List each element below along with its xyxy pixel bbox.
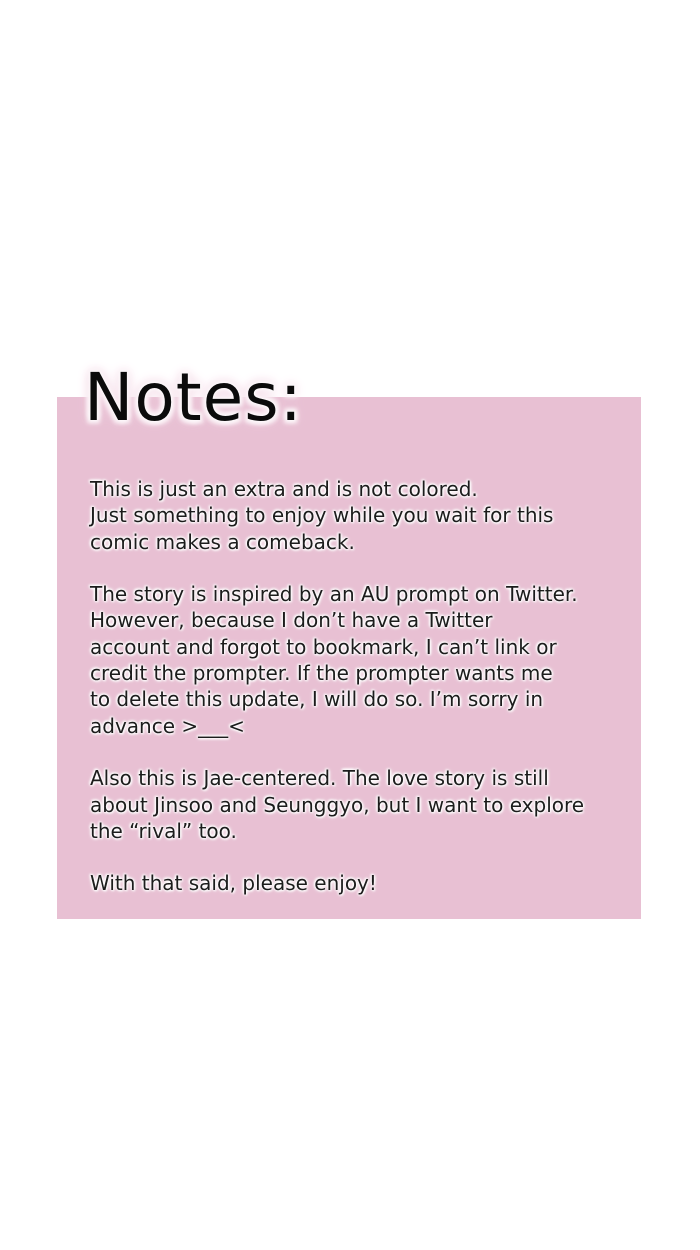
paragraph-spacer bbox=[90, 844, 630, 870]
notes-paragraph-4 bbox=[90, 870, 630, 896]
notes-line: However, because I don’t have a Twitter bbox=[90, 608, 493, 633]
notes-paragraph-1 bbox=[90, 476, 630, 555]
notes-line: credit the prompter. If the prompter wants me bbox=[90, 661, 553, 686]
notes-line: This is just an extra and is not colored. bbox=[90, 477, 478, 501]
notes-line: the “rival” too. bbox=[90, 818, 237, 843]
notes-line: account and forgot to bookmark, I can’t link or bbox=[90, 634, 557, 659]
paragraph-spacer bbox=[90, 739, 630, 765]
notes-paragraph-3 bbox=[90, 765, 630, 844]
notes-line: advance >___< bbox=[90, 713, 245, 738]
notes-line: about Jinsoo and Seunggyo, but I want to explore bbox=[90, 792, 585, 817]
notes-line: Just something to enjoy while you wait for this bbox=[90, 503, 554, 528]
notes-line: The story is inspired by an AU prompt on Twitter. bbox=[90, 582, 578, 607]
notes-line: to delete this update, I will do so. I’m sorry in bbox=[90, 687, 544, 712]
notes-body bbox=[90, 476, 630, 897]
notes-title: Notes: bbox=[84, 359, 303, 436]
notes-paragraph-2 bbox=[90, 581, 630, 739]
paragraph-spacer bbox=[90, 555, 630, 581]
notes-line: Also this is Jae-centered. The love story is still bbox=[90, 766, 549, 791]
notes-line: comic makes a comeback. bbox=[90, 529, 355, 554]
notes-line: With that said, please enjoy! bbox=[90, 871, 377, 896]
